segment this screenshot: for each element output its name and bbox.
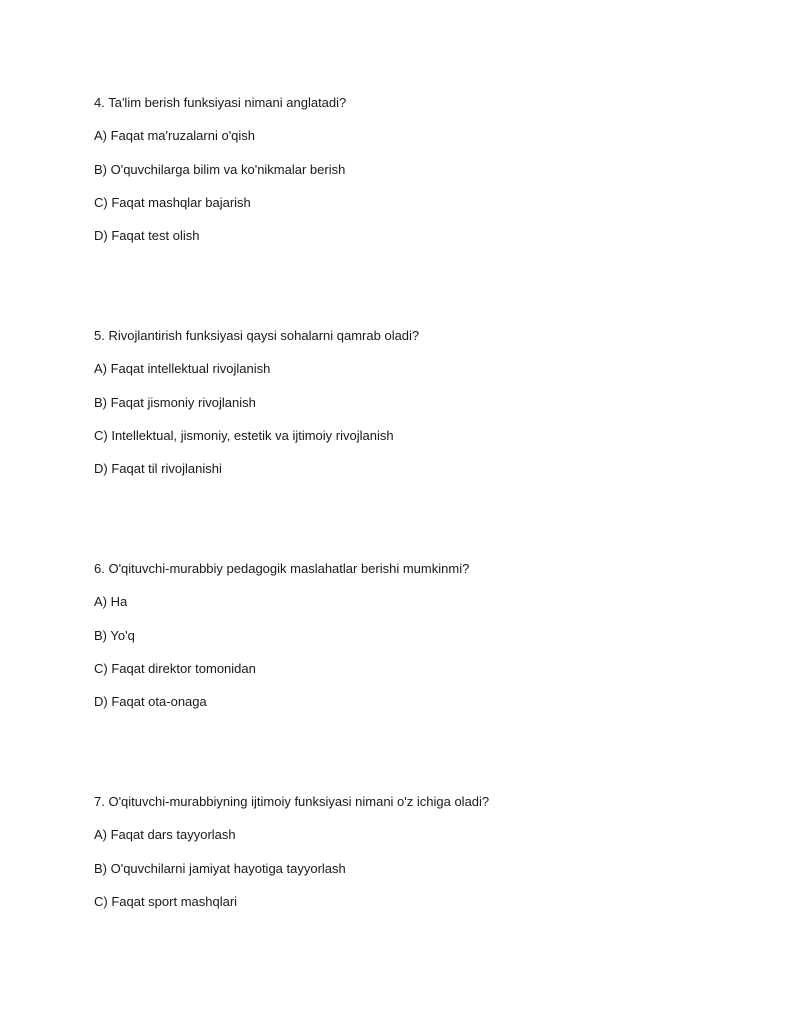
question-text: 6. O'qituvchi-murabbiy pedagogik maslahatlar berishi mumkinmi? — [94, 561, 470, 576]
answer-option-d: D) Faqat test olish — [94, 228, 200, 244]
answer-option-c: C) Faqat mashqlar bajarish — [94, 194, 251, 210]
answer-option-c: C) Intellektual, jismoniy, estetik va ijtimoiy rivojlanish — [94, 427, 394, 443]
answer-option-c: C) Faqat sport mashqlari — [94, 893, 238, 909]
answer-option-a: A) Faqat ma'ruzalarni o'qish — [94, 128, 256, 144]
answer-option-a: A) Faqat intellektual rivojlanish — [94, 361, 271, 377]
question-6 — [94, 561, 714, 710]
answer-option-a: A) Faqat dars tayyorlash — [94, 827, 236, 843]
answer-option-b: B) Faqat jismoniy rivojlanish — [94, 394, 256, 410]
question-5 — [94, 328, 714, 477]
question-text: 7. O'qituvchi-murabbiyning ijtimoiy funksiyasi nimani o'z ichiga oladi? — [94, 794, 490, 809]
answer-option-c: C) Faqat direktor tomonidan — [94, 660, 256, 676]
answer-option-d: D) Faqat til rivojlanishi — [94, 461, 222, 477]
answer-option-b: B) O'quvchilarga bilim va ko'nikmalar berish — [94, 161, 346, 177]
answer-option-b: B) Yo'q — [94, 627, 135, 643]
answer-option-a: A) Ha — [94, 594, 128, 610]
question-7 — [94, 794, 714, 910]
question-text: 5. Rivojlantirish funksiyasi qaysi sohalarni qamrab oladi? — [94, 328, 420, 343]
question-text: 4. Ta'lim berish funksiyasi nimani anglatadi? — [94, 95, 347, 110]
question-4 — [94, 95, 714, 244]
answer-option-b: B) O'quvchilarni jamiyat hayotiga tayyorlash — [94, 860, 346, 876]
answer-option-d: D) Faqat ota-onaga — [94, 694, 207, 710]
